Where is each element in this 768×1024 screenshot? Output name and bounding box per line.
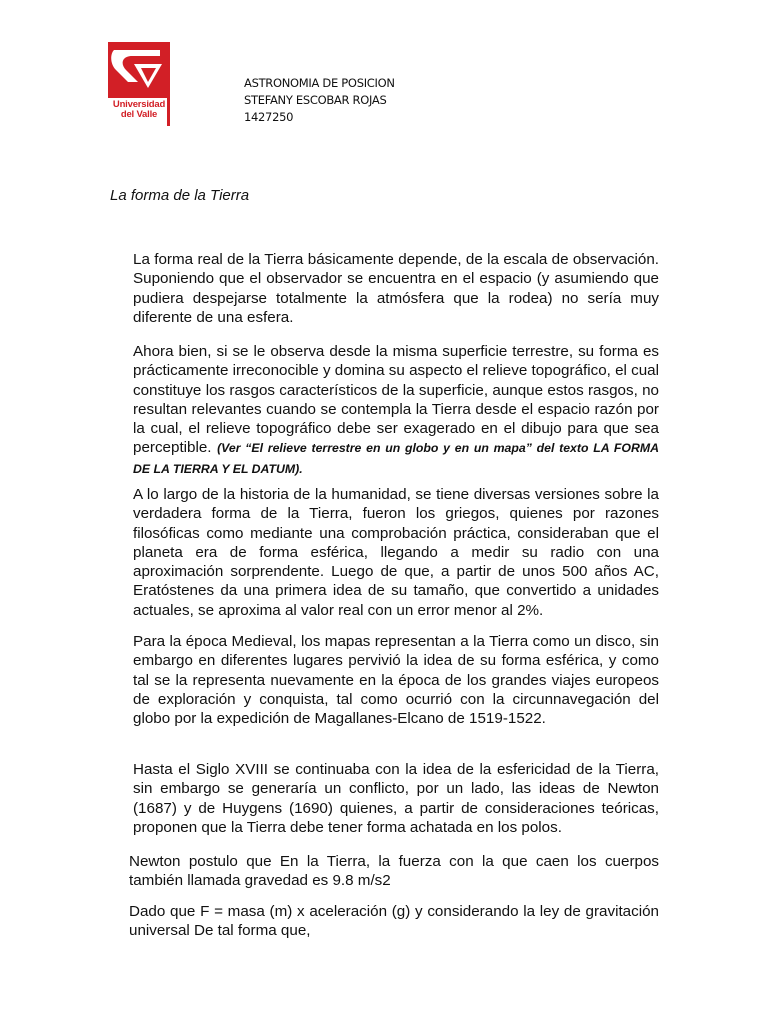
university-logo bbox=[108, 42, 170, 126]
paragraph-2-text: Ahora bien, si se le observa desde la misma superficie terrestre, su forma es prácticamente irreconocible y domina su aspecto el relieve topográfico, el cual constituye los rasgos característicos de la superficie, aunque estos rasgos, no resultan relevantes cuando se contempla la Tierra desde el espacio razón por la cual, el relieve topográfico debe ser exagerado en el dibujo para que sea perceptible. bbox=[133, 343, 659, 457]
header-info bbox=[244, 75, 395, 126]
author-name: STEFANY ESCOBAR ROJAS bbox=[244, 93, 387, 107]
paragraph-6: Newton postulo que En la Tierra, la fuerza con la que caen los cuerpos también llamada gravedad es 9.8 m/s2 bbox=[129, 853, 659, 890]
paragraph-5: Hasta el Siglo XVIII se continuaba con la idea de la esfericidad de la Tierra, sin embargo se generaría un conflicto, por un lado, las ideas de Newton (1687) y de Huygens (1690) quienes, a partir de consideraciones teóricas, proponen que la Tierra debe tener forma achatada en los polos. bbox=[133, 761, 659, 836]
paragraph-2 bbox=[133, 342, 659, 479]
document-title: La forma de la Tierra bbox=[110, 187, 250, 204]
logo-divider bbox=[167, 42, 170, 126]
student-code: 1427250 bbox=[244, 110, 294, 124]
paragraph-4: Para la época Medieval, los mapas representan a la Tierra como un disco, sin embargo en diferentes lugares pervivió la idea de su forma esférica, y como tal se la representa nuevamente en la época de los grandes viajes europeos de exploración y conquista, tal como ocurrió con la circunnavegación del globo por la expedición de Magallanes-Elcano de 1519-1522. bbox=[133, 633, 659, 728]
paragraph-1: La forma real de la Tierra básicamente depende, de la escala de observación. Suponiendo que el observador se encuentra en el espacio (y asumiendo que pudiera despejarse totalmente la atmósfera que la rodea) no sería muy diferente de una esfera. bbox=[133, 251, 659, 326]
paragraph-3: A lo largo de la historia de la humanidad, se tiene diversas versiones sobre la verdadera forma de la Tierra, fueron los griegos, quienes por razones filosóficas como mediante una comprobación práctica, consideraban que el planeta era de forma esférica, llegando a medir su radio con una aproximación sorprendente. Luego de que, a partir de unos 500 años AC, Eratóstenes da una primera idea de su tamaño, que convertido a unidades actuales, se aproxima al valor real con un error menor al 2%. bbox=[133, 486, 659, 619]
paragraph-7: Dado que F = masa (m) x aceleración (g) y considerando la ley de gravitación universal De tal forma que, bbox=[129, 903, 659, 940]
university-emblem-icon bbox=[108, 42, 167, 98]
logo-text-line2: del Valle bbox=[120, 109, 158, 120]
course-name: ASTRONOMIA DE POSICION bbox=[244, 76, 395, 90]
logo-text-line1: Universidad bbox=[112, 99, 166, 110]
paragraph-2-reference: (Ver “El relieve terrestre en un globo y en un mapa” del texto LA FORMA DE LA TIERRA Y EL DATUM). bbox=[133, 441, 659, 476]
